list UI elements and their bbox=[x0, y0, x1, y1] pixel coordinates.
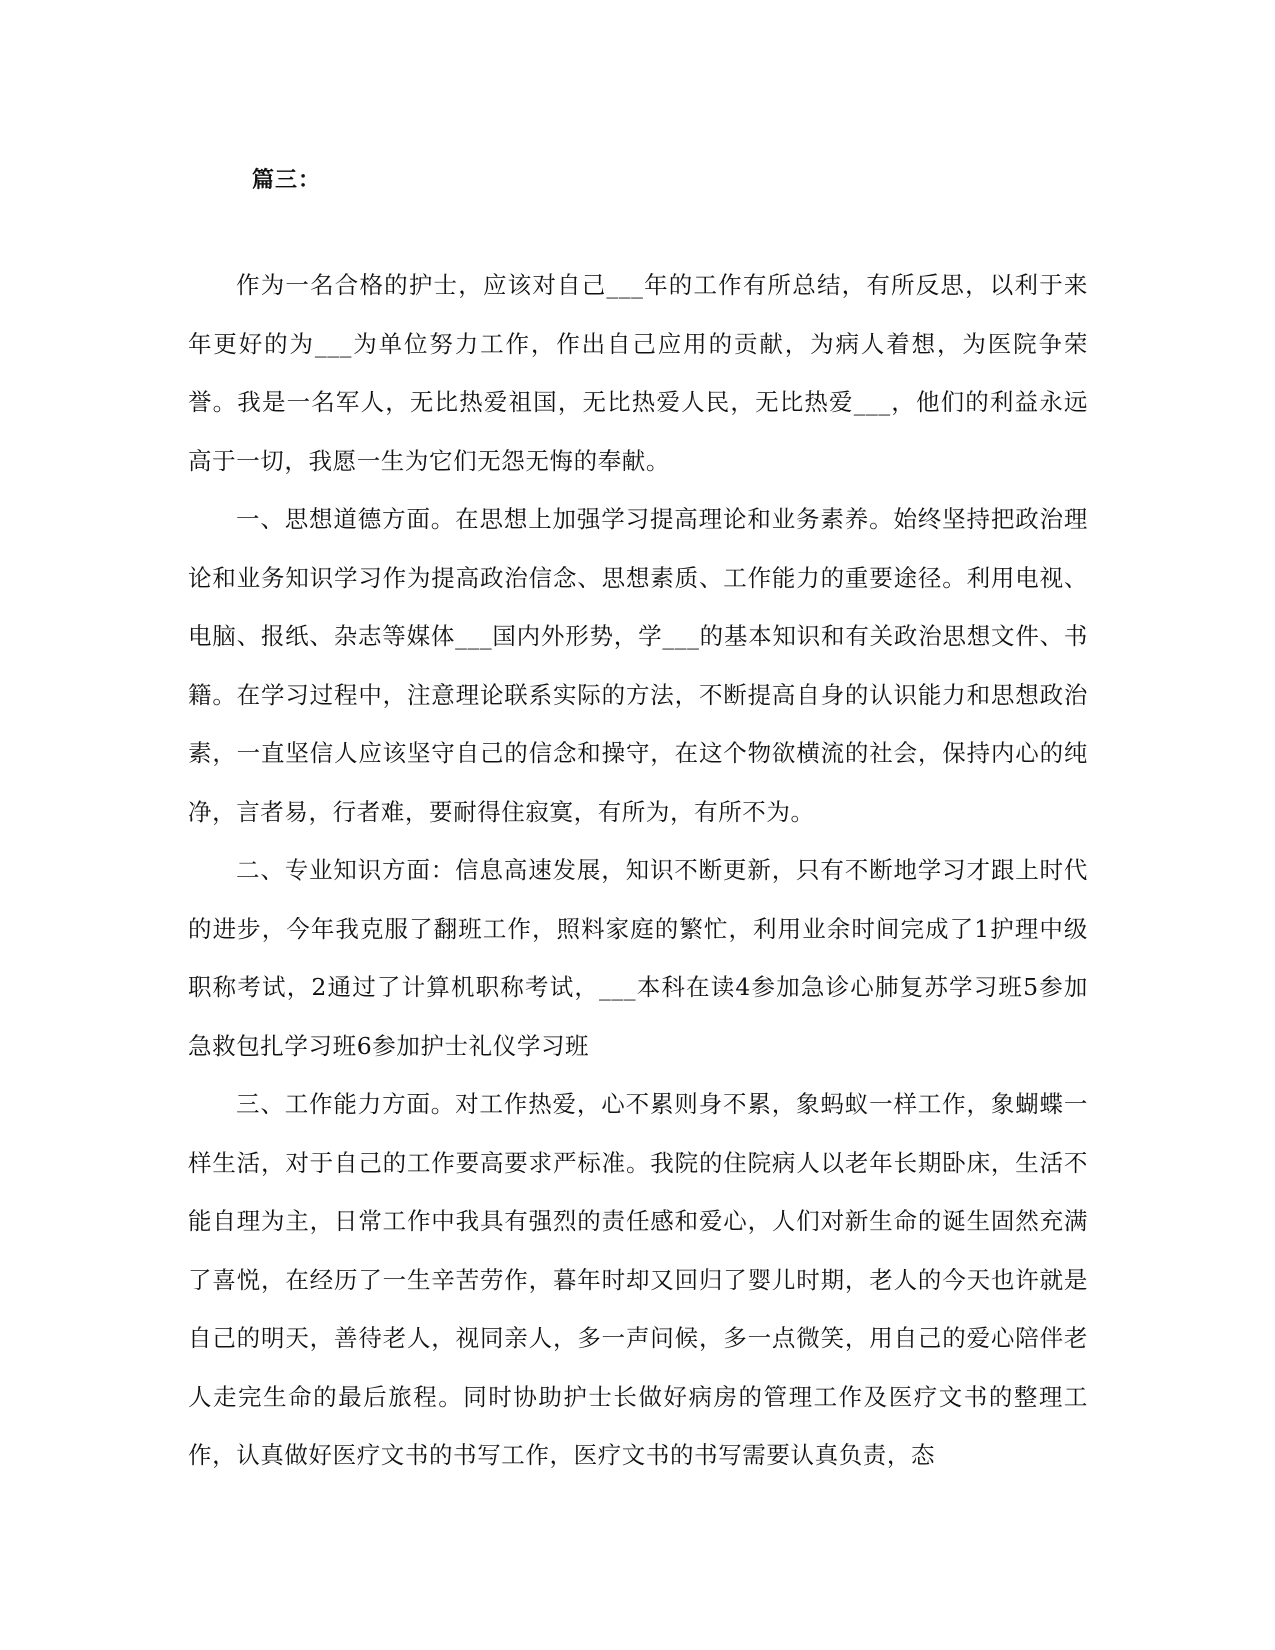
document-body bbox=[188, 256, 1088, 1485]
paragraph-ideology: 一、思想道德方面。在思想上加强学习提高理论和业务素养。始终坚持把政治理论和业务知识学习作为提高政治信念、思想素质、工作能力的重要途径。利用电视、电脑、报纸、杂志等媒体___国内外形势，学___的基本知识和有关政治思想文件、书籍。在学习过程中，注意理论联系实际的方法，不断提高自身的认识能力和思想政治素，一直坚信人应该坚守自己的信念和操守，在这个物欲横流的社会，保持内心的纯净，言者易，行者难，要耐得住寂寞，有所为，有所不为。 bbox=[188, 505, 1088, 826]
paragraph-professional-knowledge: 二、专业知识方面：信息高速发展，知识不断更新，只有不断地学习才跟上时代的进步，今年我克服了翻班工作，照料家庭的繁忙，利用业余时间完成了1护理中级职称考试，2通过了计算机职称考试，___本科在读4参加急诊心肺复苏学习班5参加急救包扎学习班6参加护士礼仪学习班 bbox=[188, 856, 1088, 1060]
paragraph-work-ability: 三、工作能力方面。对工作热爱，心不累则身不累，象蚂蚁一样工作，象蝴蝶一样生活，对于自己的工作要高要求严标准。我院的住院病人以老年长期卧床，生活不能自理为主，日常工作中我具有强烈的责任感和爱心，人们对新生命的诞生固然充满了喜悦，在经历了一生辛苦劳作，暮年时却又回归了婴儿时期，老人的今天也许就是自己的明天，善待老人，视同亲人，多一声问候，多一点微笑，用自己的爱心陪伴老人走完生命的最后旅程。同时协助护士长做好病房的管理工作及医疗文书的整理工作，认真做好医疗文书的书写工作，医疗文书的书写需要认真负责，态 bbox=[188, 1090, 1088, 1469]
section-heading: 篇三： bbox=[252, 167, 322, 193]
paragraph-intro: 作为一名合格的护士，应该对自己___年的工作有所总结，有所反思，以利于来年更好的为___为单位努力工作，作出自己应用的贡献，为病人着想，为医院争荣誉。我是一名军人，无比热爱祖国，无比热爱人民，无比热爱___，他们的利益永远高于一切，我愿一生为它们无怨无悔的奉献。 bbox=[188, 271, 1088, 475]
